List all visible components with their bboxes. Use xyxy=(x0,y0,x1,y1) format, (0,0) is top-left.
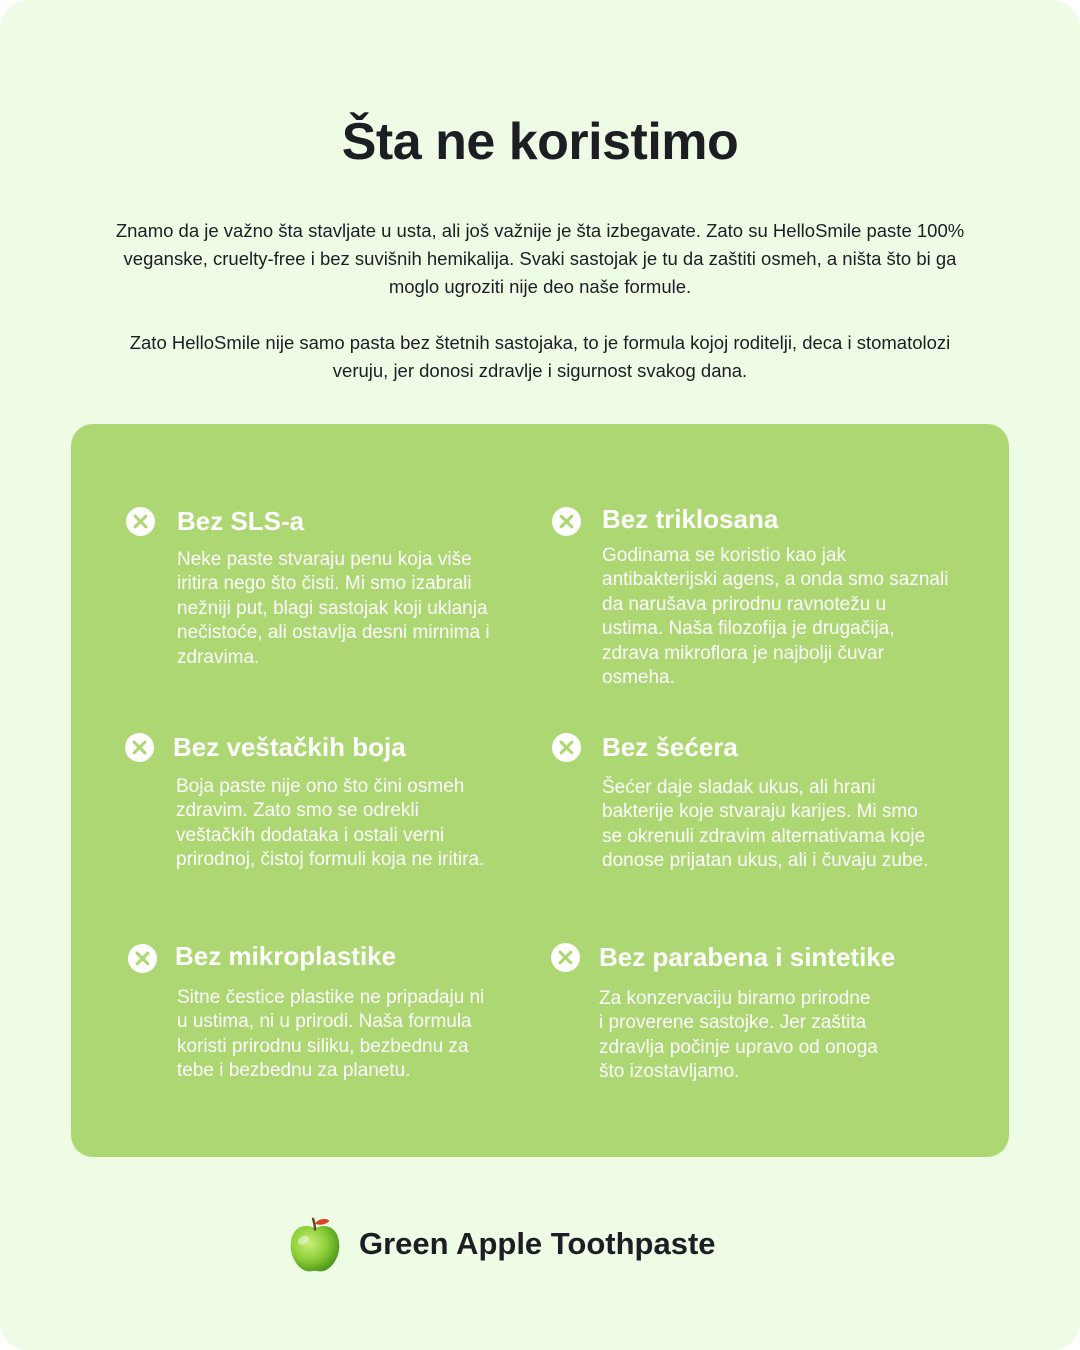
intro-paragraph-2: Zato HelloSmile nije samo pasta bez štetnih sastojaka, to je formula kojoj roditelji, deca i stomatolozi veruju, jer donosi zdravlje i sigurnost svakog dana. xyxy=(129,332,951,381)
page-title: Šta ne koristimo xyxy=(341,113,739,171)
item-text: Šećer daje sladak ukus, ali hrani bakterije koje stvaraju karijes. Mi smo se okrenuli zdravim alternativama koje donose prijatan ukus, ali i čuvaju zube. xyxy=(602,777,929,872)
x-circle-icon xyxy=(551,506,582,537)
item-title: Bez SLS-a xyxy=(177,506,305,536)
item-text: Sitne čestice plastike ne pripadaju ni u ustima, ni u prirodi. Naša formula koristi prirodnu siliku, bezbednu za tebe i bezbednu za planetu. xyxy=(177,987,485,1082)
x-circle-icon xyxy=(124,732,155,763)
item-text: Boja paste nije ono što čini osmeh zdravim. Zato smo se odrekli veštačkih dodataka i ostali verni prirodnoj, čistoj formuli koja ne iritira. xyxy=(176,776,485,871)
item-title: Bez šećera xyxy=(602,732,738,762)
excluded-ingredients-card xyxy=(71,424,1009,1157)
item-text: Godinama se koristio kao jak antibakterijski agens, a onda smo saznali da narušava prirodnu ravnotežu u ustima. Naša filozofija je drugačija, zdrava mikroflora je najbolji čuvar osmeha. xyxy=(602,545,949,689)
x-circle-icon xyxy=(125,506,156,537)
item-title: Bez triklosana xyxy=(602,504,779,534)
item-title: Bez mikroplastike xyxy=(175,941,397,971)
item-title: Bez veštačkih boja xyxy=(173,732,406,762)
brand-name: Green Apple Toothpaste xyxy=(359,1226,716,1261)
green-apple-icon xyxy=(284,1215,346,1277)
item-text: Za konzervaciju biramo prirodne i proverene sastojke. Jer zaštita zdravlja počinje upravo od onoga što izostavljamo. xyxy=(599,988,878,1083)
x-circle-icon xyxy=(550,942,581,973)
x-circle-icon xyxy=(127,943,158,974)
x-circle-icon xyxy=(551,732,582,763)
intro-paragraph-1: Znamo da je važno šta stavljate u usta, ali još važnije je šta izbegavate. Zato su HelloSmile paste 100% veganske, cruelty-free i bez suvišnih hemikalija. Svaki sastojak je tu da zaštiti osmeh, a ništa što bi ga moglo ugroziti nije deo naše formule. xyxy=(115,220,965,297)
item-title: Bez parabena i sintetike xyxy=(599,942,896,972)
footer-brand xyxy=(0,1212,1080,1276)
item-text: Neke paste stvaraju penu koja više iritira nego što čisti. Mi smo izabrali nežniji put, blagi sastojak koji uklanja nečistoće, ali ostavlja desni mirnima i zdravima. xyxy=(177,549,490,668)
